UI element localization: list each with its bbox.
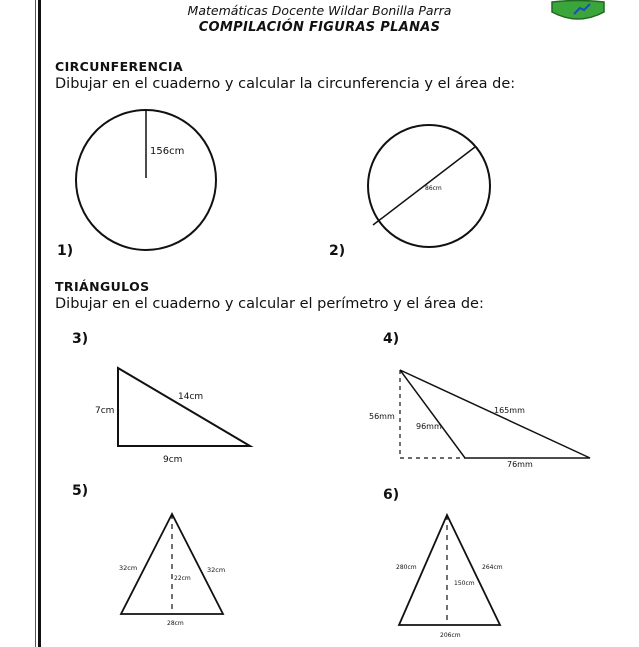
figure-6-height-label: 150cm [454,580,475,587]
figure-3-hyp-label: 14cm [178,392,204,402]
figure-4-mid-label: 96mm [416,422,442,431]
problem-number-6: 6) [383,487,400,503]
figure-6-triangle [396,515,503,639]
figure-5-base-label: 28cm [167,620,184,627]
problem-number-1: 1) [57,243,74,259]
figure-5-height-label: 22cm [174,575,191,582]
figure-6-base-label: 206cm [440,632,461,639]
figure-4-long-label: 165mm [494,406,525,415]
author-line: Matemáticas Docente Wildar Bonilla Parra [187,3,452,18]
section-heading-triangles: TRIÁNGULOS [55,279,150,294]
figure-4-base-label: 76mm [507,460,533,469]
figure-2-circle [368,125,490,247]
problem-number-5: 5) [72,483,89,499]
problem-number-3: 3) [72,331,89,347]
instruction-triangles: Dibujar en el cuaderno y calcular el perímetro y el área de: [55,296,484,312]
problem-number-2: 2) [329,243,346,259]
section-heading-circle: CIRCUNFERENCIA [55,59,184,74]
figure-3-side-label: 7cm [95,406,115,416]
figure-1-circle [76,110,216,250]
figure-3-base-label: 9cm [163,455,183,465]
figure-5-left-label: 32cm [119,564,138,572]
figure-1-radius-label: 156cm [150,146,185,157]
figure-6-right-label: 264cm [482,564,503,571]
page-title: COMPILACIÓN FIGURAS PLANAS [198,20,441,35]
figure-3-triangle [95,368,250,465]
problem-number-4: 4) [383,331,400,347]
figure-6-left-label: 280cm [396,564,417,571]
figure-4-height-label: 56mm [369,412,395,421]
figure-2-diameter-label: 86cm [425,185,442,192]
figure-5-triangle [119,514,225,627]
figure-4-triangle [369,370,590,469]
figure-5-right-label: 32cm [207,566,226,574]
instruction-circle: Dibujar en el cuaderno y calcular la circunferencia y el área de: [55,76,516,92]
